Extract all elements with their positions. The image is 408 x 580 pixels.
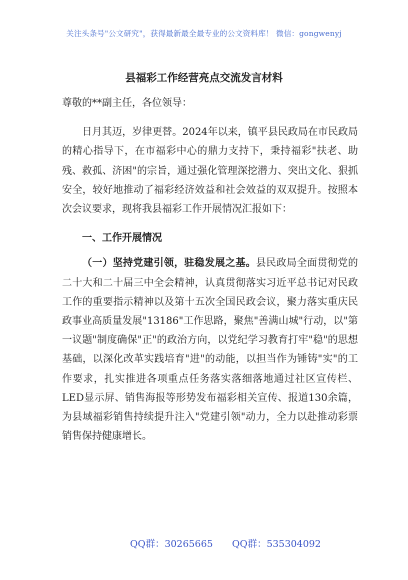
subsection-lead-1: （一）坚持党建引领，驻稳发展之基。 — [82, 258, 256, 270]
document-body — [62, 94, 358, 446]
footer-qq-group-2: QQ群：535304092 — [232, 539, 321, 550]
section-heading-1: 一、工作开展情况 — [82, 233, 162, 245]
salutation: 尊敬的**副主任，各位领导： — [62, 98, 192, 109]
header-promo-note: 关注头条号"公文研究"，获得最新最全最专业的公文资料库！ 微信：gongwenyj — [66, 29, 342, 38]
footer-qq-group-1: QQ群：30265665 — [130, 539, 213, 550]
subsection-paragraph-1 — [62, 254, 358, 446]
document-title: 县福彩工作经营亮点交流发言材料 — [125, 72, 283, 84]
subsection-body-1: 县民政局全面贯彻党的二十大和二十届三中全会精神，认真贯彻落实习近平总书记对民政工作的重要指示精神以及第十五次全国民政会议，聚力落实重庆民政事业高质量发展"13186"工作思路，聚焦"善满山城"行动，以"第一议题"制度确保"正"的政治方向，以党纪学习教育打牢"稳"的思想基础，以深化改革实践培育"进"的动能，以担当作为锤铸"实"的工作要求，扎实推进各项重点任务落实落细落地通过社区宣传栏、LED显示屏、销售海报等形势发布福彩相关宣传、报道130余篇，为县域福彩销售持续提升注入"党建引领"动力，全力以赴推动彩票销售保持健康增长。 — [62, 258, 359, 443]
intro-paragraph: 日月其迈，岁律更替。2024年以来，镇平县民政局在市民政局的精心指导下，在市福彩中心的鼎力支持下，秉持福彩"扶老、助残、救孤、济困"的宗旨，通过强化管理深挖潜力、突出文化、狠抓安全，较好地推动了福彩经济效益和社会效益的双双提升。按照本次会议要求，现将我县福彩工作开展情况汇报如下： — [62, 127, 358, 216]
